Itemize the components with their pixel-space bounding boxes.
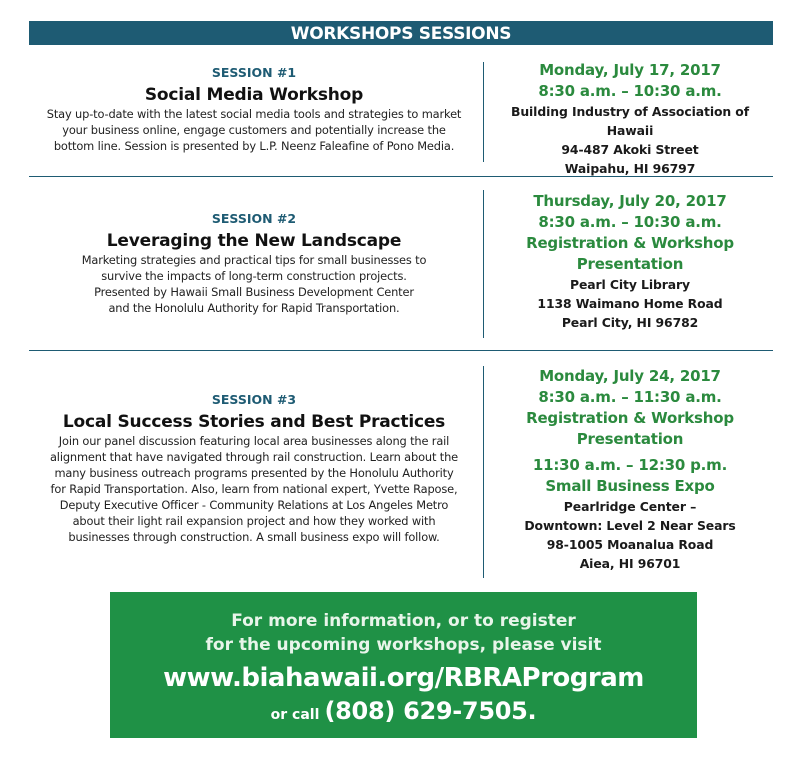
session-description-line: Presented by Hawaii Small Business Development Center (94, 285, 414, 299)
session-description-line: Stay up-to-date with the latest social media tools and strategies to market (46, 107, 462, 121)
session-3-schedule (486, 366, 774, 573)
venue-line: Building Industry of Association of Hawaii (510, 104, 750, 138)
session-description-line: and the Honolulu Authority for Rapid Transportation. (108, 301, 400, 315)
session-format: Presentation (576, 430, 684, 448)
session-time: 8:30 a.m. – 11:30 a.m. (538, 388, 722, 406)
venue-line: Pearl City Library (569, 277, 691, 292)
session-description-line: businesses through construction. A small business expo will follow. (68, 530, 440, 544)
phone-line (110, 697, 697, 725)
session-description-line: about their light rail expansion project and how they worked with (72, 514, 436, 528)
venue-line: Pearlridge Center – (563, 499, 697, 514)
session-2-info (29, 211, 479, 316)
session-2-schedule (486, 191, 774, 332)
session-description-line: for Rapid Transportation. Also, learn from national expert, Yvette Rapose, (50, 482, 458, 496)
session-1-schedule (486, 60, 774, 178)
banner-line: For more information, or to register (231, 611, 576, 631)
section-divider (29, 350, 773, 351)
banner-line: for the upcoming workshops, please visit (205, 635, 602, 655)
session-description-line: survive the impacts of long-term construction projects. (101, 269, 407, 283)
phone-number[interactable]: (808) 629-7505 (324, 697, 528, 725)
header-title: WORKSHOPS SESSIONS (290, 24, 512, 44)
section-header (29, 21, 773, 45)
call-prefix: or call (270, 707, 320, 723)
session-number: SESSION #2 (211, 211, 297, 226)
session-number: SESSION #3 (211, 392, 297, 407)
session-format: Presentation (576, 255, 684, 273)
session-description-line: your business online, engage customers and potentially increase the (62, 123, 446, 137)
registration-banner (110, 592, 697, 738)
venue-line: Downtown: Level 2 Near Sears (524, 518, 736, 533)
session-1-info (29, 65, 479, 154)
venue-line: Waipahu, HI 96797 (564, 161, 696, 176)
session-description-line: bottom line. Session is presented by L.P. Neenz Faleafine of Pono Media. (53, 139, 455, 153)
session-time: 8:30 a.m. – 10:30 a.m. (538, 213, 722, 231)
session-description-line: Marketing strategies and practical tips for small businesses to (81, 253, 427, 267)
venue-line: 94-487 Akoki Street (561, 142, 699, 157)
column-divider (483, 366, 484, 578)
phone-period: . (527, 697, 537, 725)
expo-title: Small Business Expo (545, 477, 715, 495)
session-number: SESSION #1 (211, 65, 297, 80)
venue-line: 98-1005 Moanalua Road (546, 537, 714, 552)
venue-line: Pearl City, HI 96782 (561, 315, 699, 330)
session-description-line: Join our panel discussion featuring local area businesses along the rail (58, 434, 450, 448)
column-divider (483, 190, 484, 338)
column-divider (483, 62, 484, 162)
venue-line: 1138 Waimano Home Road (537, 296, 723, 311)
section-divider (29, 176, 773, 177)
session-title: Leveraging the New Landscape (106, 231, 402, 251)
session-3-info (29, 392, 479, 545)
session-format: Registration & Workshop (526, 234, 734, 252)
session-title: Local Success Stories and Best Practices (62, 412, 446, 432)
session-time: 8:30 a.m. – 10:30 a.m. (538, 82, 722, 100)
registration-link[interactable]: www.biahawaii.org/RBRAProgram (163, 663, 644, 693)
venue-line: Aiea, HI 96701 (579, 556, 681, 571)
session-date: Thursday, July 20, 2017 (533, 192, 727, 210)
session-description-line: alignment that have navigated through rail construction. Learn about the (49, 450, 459, 464)
session-date: Monday, July 24, 2017 (539, 367, 721, 385)
session-date: Monday, July 17, 2017 (539, 61, 721, 79)
session-format: Registration & Workshop (526, 409, 734, 427)
session-title: Social Media Workshop (144, 85, 364, 105)
expo-time: 11:30 a.m. – 12:30 p.m. (532, 456, 728, 474)
session-description-line: Deputy Executive Officer - Community Relations at Los Angeles Metro (59, 498, 449, 512)
session-description-line: many business outreach programs presented by the Honolulu Authority (54, 466, 454, 480)
